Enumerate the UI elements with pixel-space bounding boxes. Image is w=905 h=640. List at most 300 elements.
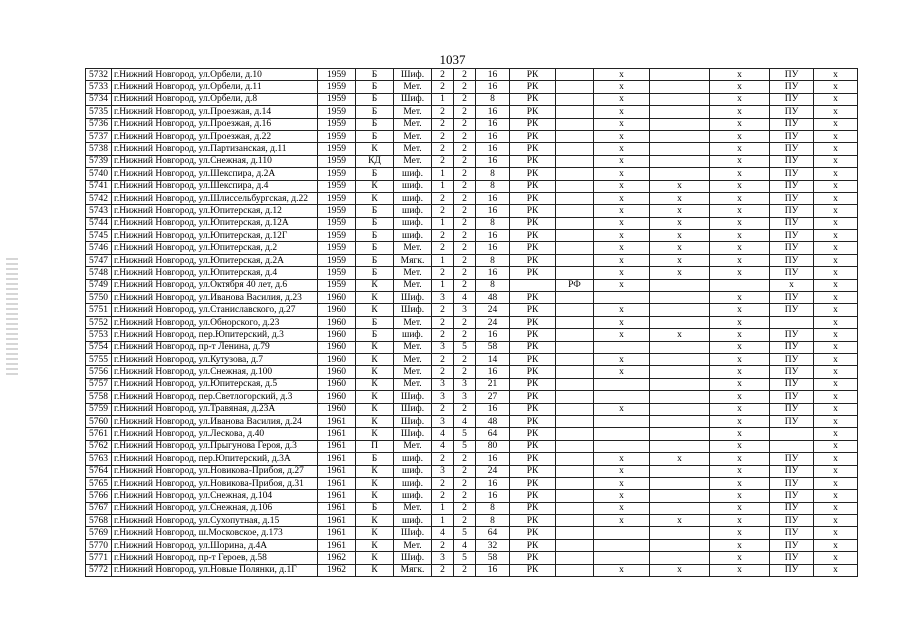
cell-gas (594, 415, 650, 427)
cell-address: г.Нижний Новгород, ул.Юпитерская, д.2 (112, 242, 318, 254)
cell-gas: x (594, 254, 650, 266)
cell-entrances: 1 (432, 93, 454, 105)
cell-gas (594, 552, 650, 564)
cell-row-number: 5762 (86, 440, 112, 452)
cell-apartments: 21 (476, 378, 510, 390)
cell-year-built: 1960 (318, 403, 356, 415)
cell-year-built: 1961 (318, 415, 356, 427)
cell-power-supply: РФ (556, 279, 594, 291)
cell-gas (594, 341, 650, 353)
cell-gas: x (594, 69, 650, 81)
cell-address: г.Нижний Новгород, ул.Шорина, д.4А (112, 539, 318, 551)
cell-water (650, 143, 710, 155)
cell-metering: ПУ (770, 366, 814, 378)
cell-year-built: 1960 (318, 391, 356, 403)
cell-sewerage: x (710, 341, 770, 353)
cell-entrances: 1 (432, 279, 454, 291)
cell-row-number: 5764 (86, 465, 112, 477)
cell-floors: 2 (454, 155, 476, 167)
cell-metering: ПУ (770, 552, 814, 564)
cell-gas: x (594, 502, 650, 514)
cell-metering: ПУ (770, 81, 814, 93)
cell-hot-water: x (814, 168, 858, 180)
cell-floors: 4 (454, 539, 476, 551)
cell-sewerage: x (710, 527, 770, 539)
table-row (86, 440, 858, 452)
cell-heating: РК (510, 254, 556, 266)
cell-hot-water: x (814, 329, 858, 341)
cell-row-number: 5750 (86, 292, 112, 304)
table-row (86, 366, 858, 378)
cell-year-built: 1961 (318, 515, 356, 527)
cell-year-built: 1961 (318, 453, 356, 465)
cell-apartments: 16 (476, 69, 510, 81)
cell-hot-water: x (814, 69, 858, 81)
cell-gas: x (594, 118, 650, 130)
cell-water (650, 93, 710, 105)
cell-heating: РК (510, 378, 556, 390)
cell-year-built: 1959 (318, 267, 356, 279)
cell-metering: ПУ (770, 230, 814, 242)
cell-wall-material: Б (356, 254, 394, 266)
cell-row-number: 5743 (86, 205, 112, 217)
cell-roof-material: Шиф. (394, 552, 432, 564)
cell-entrances: 2 (432, 205, 454, 217)
cell-gas: x (594, 477, 650, 489)
cell-apartments: 14 (476, 353, 510, 365)
cell-hot-water: x (814, 106, 858, 118)
cell-row-number: 5734 (86, 93, 112, 105)
cell-year-built: 1960 (318, 316, 356, 328)
cell-floors: 5 (454, 552, 476, 564)
cell-hot-water: x (814, 527, 858, 539)
cell-gas (594, 292, 650, 304)
cell-metering: ПУ (770, 502, 814, 514)
cell-heating: РК (510, 267, 556, 279)
cell-heating: РК (510, 93, 556, 105)
cell-power-supply (556, 440, 594, 452)
cell-floors: 2 (454, 564, 476, 576)
cell-wall-material: К (356, 292, 394, 304)
cell-entrances: 4 (432, 527, 454, 539)
cell-row-number: 5744 (86, 217, 112, 229)
cell-floors: 2 (454, 267, 476, 279)
cell-water: x (650, 564, 710, 576)
cell-power-supply (556, 130, 594, 142)
table-row (86, 502, 858, 514)
cell-water (650, 118, 710, 130)
cell-sewerage: x (710, 254, 770, 266)
cell-floors: 2 (454, 192, 476, 204)
cell-sewerage: x (710, 552, 770, 564)
cell-wall-material: Б (356, 168, 394, 180)
cell-power-supply (556, 106, 594, 118)
cell-sewerage: x (710, 329, 770, 341)
cell-power-supply (556, 378, 594, 390)
cell-address: г.Нижний Новгород, ул.Снежная, д.110 (112, 155, 318, 167)
cell-apartments: 32 (476, 539, 510, 551)
cell-sewerage: x (710, 168, 770, 180)
cell-heating: РК (510, 564, 556, 576)
cell-sewerage: x (710, 93, 770, 105)
cell-water (650, 304, 710, 316)
cell-apartments: 8 (476, 93, 510, 105)
cell-year-built: 1959 (318, 81, 356, 93)
cell-sewerage: x (710, 428, 770, 440)
cell-heating: РК (510, 304, 556, 316)
table-row (86, 477, 858, 489)
cell-sewerage: x (710, 304, 770, 316)
table-row (86, 168, 858, 180)
cell-wall-material: К (356, 180, 394, 192)
cell-row-number: 5771 (86, 552, 112, 564)
cell-address: г.Нижний Новгород, ул.Юпитерская, д.12Г (112, 230, 318, 242)
cell-apartments: 64 (476, 527, 510, 539)
cell-wall-material: К (356, 366, 394, 378)
cell-roof-material: Мет. (394, 242, 432, 254)
cell-wall-material: К (356, 415, 394, 427)
cell-address: г.Нижний Новгород, пер.Юпитерский, д.3 (112, 329, 318, 341)
cell-roof-material: шиф. (394, 168, 432, 180)
cell-metering: ПУ (770, 465, 814, 477)
cell-floors: 2 (454, 230, 476, 242)
cell-gas: x (594, 267, 650, 279)
table-row (86, 242, 858, 254)
cell-entrances: 3 (432, 465, 454, 477)
cell-water: x (650, 205, 710, 217)
cell-roof-material: Мет. (394, 353, 432, 365)
cell-power-supply (556, 205, 594, 217)
cell-power-supply (556, 81, 594, 93)
cell-sewerage (710, 279, 770, 291)
cell-water (650, 440, 710, 452)
cell-water (650, 539, 710, 551)
cell-power-supply (556, 329, 594, 341)
cell-hot-water: x (814, 539, 858, 551)
cell-row-number: 5751 (86, 304, 112, 316)
cell-row-number: 5742 (86, 192, 112, 204)
cell-address: г.Нижний Новгород, ул.Партизанская, д.11 (112, 143, 318, 155)
cell-apartments: 16 (476, 242, 510, 254)
cell-hot-water: x (814, 564, 858, 576)
cell-roof-material: шиф. (394, 515, 432, 527)
cell-water (650, 465, 710, 477)
cell-hot-water: x (814, 465, 858, 477)
cell-floors: 2 (454, 403, 476, 415)
cell-gas: x (594, 93, 650, 105)
cell-gas: x (594, 217, 650, 229)
cell-roof-material: шиф. (394, 180, 432, 192)
cell-floors: 2 (454, 490, 476, 502)
table-row (86, 292, 858, 304)
cell-entrances: 2 (432, 564, 454, 576)
cell-entrances: 2 (432, 130, 454, 142)
table-body (86, 69, 858, 577)
cell-gas (594, 378, 650, 390)
cell-wall-material: К (356, 515, 394, 527)
table-row (86, 143, 858, 155)
cell-floors: 4 (454, 415, 476, 427)
cell-roof-material: Шиф. (394, 527, 432, 539)
cell-row-number: 5749 (86, 279, 112, 291)
cell-heating: РК (510, 341, 556, 353)
cell-roof-material: Мягк. (394, 254, 432, 266)
cell-floors: 2 (454, 69, 476, 81)
cell-hot-water: x (814, 81, 858, 93)
cell-gas: x (594, 490, 650, 502)
cell-address: г.Нижний Новгород, ул.Снежная, д.104 (112, 490, 318, 502)
cell-roof-material: Шиф. (394, 403, 432, 415)
cell-heating: РК (510, 415, 556, 427)
cell-hot-water: x (814, 254, 858, 266)
cell-entrances: 2 (432, 267, 454, 279)
table-row (86, 391, 858, 403)
cell-heating: РК (510, 192, 556, 204)
cell-wall-material: Б (356, 267, 394, 279)
cell-hot-water: x (814, 490, 858, 502)
cell-floors: 2 (454, 515, 476, 527)
cell-year-built: 1959 (318, 242, 356, 254)
cell-entrances: 2 (432, 155, 454, 167)
cell-row-number: 5768 (86, 515, 112, 527)
cell-water (650, 69, 710, 81)
cell-hot-water: x (814, 316, 858, 328)
cell-floors: 2 (454, 453, 476, 465)
cell-heating: РК (510, 316, 556, 328)
cell-apartments: 8 (476, 515, 510, 527)
cell-gas: x (594, 242, 650, 254)
cell-row-number: 5745 (86, 230, 112, 242)
cell-heating: РК (510, 552, 556, 564)
cell-year-built: 1961 (318, 527, 356, 539)
cell-floors: 2 (454, 205, 476, 217)
cell-water: x (650, 329, 710, 341)
cell-address: г.Нижний Новгород, ул.Новикова-Прибоя, д.31 (112, 477, 318, 489)
cell-sewerage: x (710, 440, 770, 452)
cell-row-number: 5754 (86, 341, 112, 353)
cell-gas: x (594, 465, 650, 477)
cell-power-supply (556, 230, 594, 242)
cell-wall-material: КД (356, 155, 394, 167)
cell-year-built: 1959 (318, 168, 356, 180)
cell-apartments: 16 (476, 106, 510, 118)
cell-row-number: 5758 (86, 391, 112, 403)
cell-address: г.Нижний Новгород, ул.Снежная, д.100 (112, 366, 318, 378)
cell-entrances: 3 (432, 415, 454, 427)
cell-power-supply (556, 267, 594, 279)
cell-year-built: 1960 (318, 304, 356, 316)
cell-floors: 5 (454, 341, 476, 353)
cell-gas: x (594, 155, 650, 167)
cell-power-supply (556, 477, 594, 489)
cell-floors: 3 (454, 391, 476, 403)
cell-floors: 5 (454, 428, 476, 440)
cell-apartments: 16 (476, 230, 510, 242)
cell-heating: РК (510, 539, 556, 551)
cell-water (650, 527, 710, 539)
cell-floors: 2 (454, 353, 476, 365)
cell-address: г.Нижний Новгород, ул.Проезжая, д.22 (112, 130, 318, 142)
cell-wall-material: К (356, 378, 394, 390)
cell-power-supply (556, 254, 594, 266)
cell-row-number: 5746 (86, 242, 112, 254)
cell-entrances: 2 (432, 353, 454, 365)
cell-entrances: 2 (432, 329, 454, 341)
cell-apartments: 58 (476, 552, 510, 564)
cell-row-number: 5756 (86, 366, 112, 378)
cell-water (650, 502, 710, 514)
cell-wall-material: К (356, 428, 394, 440)
cell-heating: РК (510, 155, 556, 167)
cell-entrances: 2 (432, 242, 454, 254)
cell-wall-material: Б (356, 217, 394, 229)
cell-gas: x (594, 279, 650, 291)
cell-power-supply (556, 403, 594, 415)
cell-gas: x (594, 353, 650, 365)
cell-row-number: 5741 (86, 180, 112, 192)
cell-metering: ПУ (770, 341, 814, 353)
cell-power-supply (556, 180, 594, 192)
cell-wall-material: К (356, 353, 394, 365)
cell-roof-material: Шиф. (394, 428, 432, 440)
table-row (86, 465, 858, 477)
cell-address: г.Нижний Новгород, ул.Орбели, д.8 (112, 93, 318, 105)
table-row (86, 155, 858, 167)
cell-floors: 2 (454, 329, 476, 341)
cell-sewerage: x (710, 539, 770, 551)
cell-heating: РК (510, 366, 556, 378)
cell-address: г.Нижний Новгород, пр-т Героев, д.58 (112, 552, 318, 564)
cell-metering: ПУ (770, 118, 814, 130)
cell-power-supply (556, 453, 594, 465)
cell-power-supply (556, 341, 594, 353)
cell-year-built: 1960 (318, 378, 356, 390)
cell-metering: x (770, 279, 814, 291)
table-row (86, 378, 858, 390)
cell-gas (594, 391, 650, 403)
cell-sewerage: x (710, 69, 770, 81)
cell-apartments: 16 (476, 81, 510, 93)
cell-roof-material: Мет. (394, 267, 432, 279)
cell-wall-material: К (356, 490, 394, 502)
cell-roof-material: Мет. (394, 155, 432, 167)
cell-sewerage: x (710, 292, 770, 304)
cell-row-number: 5753 (86, 329, 112, 341)
cell-year-built: 1959 (318, 143, 356, 155)
cell-sewerage: x (710, 106, 770, 118)
cell-apartments: 16 (476, 329, 510, 341)
cell-wall-material: К (356, 539, 394, 551)
cell-hot-water: x (814, 391, 858, 403)
cell-entrances: 2 (432, 366, 454, 378)
cell-floors: 2 (454, 366, 476, 378)
cell-row-number: 5748 (86, 267, 112, 279)
cell-heating: РК (510, 180, 556, 192)
cell-entrances: 2 (432, 539, 454, 551)
cell-sewerage: x (710, 415, 770, 427)
cell-roof-material: Мет. (394, 378, 432, 390)
cell-gas (594, 527, 650, 539)
cell-water: x (650, 192, 710, 204)
cell-sewerage: x (710, 502, 770, 514)
cell-row-number: 5761 (86, 428, 112, 440)
cell-roof-material: Мет. (394, 130, 432, 142)
cell-apartments: 80 (476, 440, 510, 452)
cell-gas: x (594, 403, 650, 415)
cell-hot-water: x (814, 118, 858, 130)
cell-gas: x (594, 205, 650, 217)
cell-address: г.Нижний Новгород, ул.Октября 40 лет, д.6 (112, 279, 318, 291)
cell-roof-material: Шиф. (394, 69, 432, 81)
cell-gas (594, 539, 650, 551)
cell-year-built: 1959 (318, 279, 356, 291)
cell-floors: 2 (454, 465, 476, 477)
cell-hot-water: x (814, 180, 858, 192)
cell-entrances: 2 (432, 143, 454, 155)
cell-water: x (650, 230, 710, 242)
cell-entrances: 4 (432, 428, 454, 440)
cell-roof-material: Шиф. (394, 304, 432, 316)
cell-floors: 2 (454, 106, 476, 118)
cell-row-number: 5736 (86, 118, 112, 130)
cell-roof-material: шиф. (394, 230, 432, 242)
table-row (86, 192, 858, 204)
cell-metering: ПУ (770, 254, 814, 266)
cell-row-number: 5733 (86, 81, 112, 93)
cell-floors: 2 (454, 502, 476, 514)
cell-hot-water: x (814, 415, 858, 427)
cell-year-built: 1959 (318, 106, 356, 118)
table-row (86, 254, 858, 266)
cell-sewerage: x (710, 366, 770, 378)
cell-sewerage: x (710, 490, 770, 502)
cell-address: г.Нижний Новгород, ул.Юпитерская, д.12А (112, 217, 318, 229)
cell-floors: 3 (454, 304, 476, 316)
cell-water: x (650, 515, 710, 527)
cell-floors: 2 (454, 81, 476, 93)
cell-water (650, 155, 710, 167)
cell-heating: РК (510, 353, 556, 365)
cell-heating (510, 279, 556, 291)
cell-floors: 3 (454, 378, 476, 390)
cell-year-built: 1960 (318, 341, 356, 353)
cell-power-supply (556, 502, 594, 514)
cell-year-built: 1959 (318, 69, 356, 81)
cell-address: г.Нижний Новгород, ул.Новикова-Прибоя, д.27 (112, 465, 318, 477)
cell-apartments: 8 (476, 217, 510, 229)
cell-row-number: 5738 (86, 143, 112, 155)
table-row (86, 428, 858, 440)
cell-metering: ПУ (770, 391, 814, 403)
cell-address: г.Нижний Новгород, ул.Иванова Василия, д.23 (112, 292, 318, 304)
table-row (86, 552, 858, 564)
scan-edge-mark (6, 258, 18, 378)
cell-address: г.Нижний Новгород, ул.Шекспира, д.4 (112, 180, 318, 192)
cell-entrances: 1 (432, 254, 454, 266)
cell-hot-water: x (814, 279, 858, 291)
cell-address: г.Нижний Новгород, ул.Снежная, д.106 (112, 502, 318, 514)
cell-sewerage: x (710, 515, 770, 527)
cell-metering: ПУ (770, 205, 814, 217)
cell-apartments: 16 (476, 477, 510, 489)
cell-metering: ПУ (770, 329, 814, 341)
cell-apartments: 58 (476, 341, 510, 353)
cell-address: г.Нижний Новгород, ул.Орбели, д.11 (112, 81, 318, 93)
cell-floors: 2 (454, 477, 476, 489)
cell-row-number: 5766 (86, 490, 112, 502)
cell-sewerage: x (710, 403, 770, 415)
table-row (86, 279, 858, 291)
